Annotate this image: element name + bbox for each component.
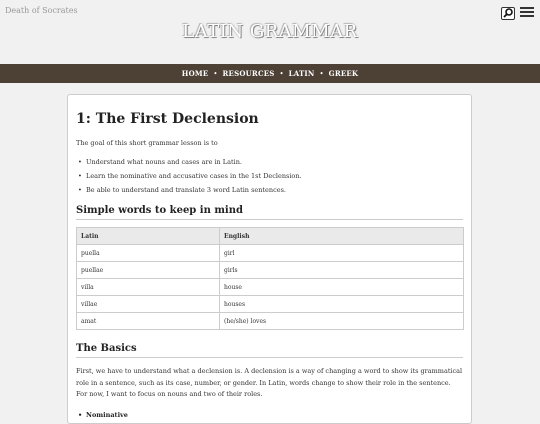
hamburger-menu-icon	[520, 7, 534, 9]
site-link[interactable]: Death of Socrates	[5, 6, 78, 15]
latin-cell: villa	[77, 279, 220, 296]
lesson-content	[67, 94, 472, 424]
column-header-english: English	[220, 228, 464, 245]
site-title[interactable]: LATIN GRAMMAR	[182, 21, 358, 42]
english-cell: house	[220, 279, 464, 296]
lesson-intro: The goal of this short grammar lesson is to	[76, 139, 218, 147]
menu-button[interactable]	[520, 7, 534, 19]
english-cell: houses	[220, 296, 464, 313]
table-row	[77, 296, 464, 313]
goal-item: • Be able to understand and translate 3 word Latin sentences.	[86, 183, 463, 197]
nav-home[interactable]: HOME	[181, 69, 209, 78]
nav-latin[interactable]: LATIN	[288, 69, 315, 78]
basics-item: • Nominative	[86, 410, 463, 420]
goals-list	[86, 155, 463, 197]
column-header-latin: Latin	[77, 228, 220, 245]
latin-cell: puellae	[77, 262, 220, 279]
top-header	[0, 0, 540, 64]
vocab-heading: Simple words to keep in mind	[76, 205, 463, 220]
basics-list	[86, 410, 463, 420]
main-nav	[0, 64, 540, 83]
english-cell: girl	[220, 245, 464, 262]
latin-cell: amat	[77, 313, 220, 330]
nav-separator: •	[319, 69, 324, 78]
basics-text: First, we have to understand what a declension is. A declension is a way of changing a word to show its grammatical role in a sentence, such as its case, number, or gender. In Latin, words change to show their role in the sentence. For now, I want to focus on nouns and two of their roles.	[76, 367, 463, 398]
nav-separator: •	[213, 69, 218, 78]
table-row	[77, 245, 464, 262]
goal-item: • Understand what nouns and cases are in Latin.	[86, 155, 463, 169]
nav-resources[interactable]: RESOURCES	[222, 69, 275, 78]
goal-item: • Learn the nominative and accusative cases in the 1st Declension.	[86, 169, 463, 183]
table-header-row	[77, 228, 464, 245]
table-row	[77, 313, 464, 330]
latin-cell: puella	[77, 245, 220, 262]
table-row	[77, 262, 464, 279]
nav-separator: •	[279, 69, 284, 78]
search-button[interactable]	[501, 7, 515, 20]
search-icon	[503, 8, 514, 18]
latin-cell: villae	[77, 296, 220, 313]
vocab-table	[76, 227, 464, 330]
english-cell: (he/she) loves	[220, 313, 464, 330]
english-cell: girls	[220, 262, 464, 279]
table-row	[77, 279, 464, 296]
lesson-title: 1: The First Declension	[76, 111, 259, 127]
nav-greek[interactable]: GREEK	[328, 69, 359, 78]
basics-heading: The Basics	[76, 343, 463, 358]
